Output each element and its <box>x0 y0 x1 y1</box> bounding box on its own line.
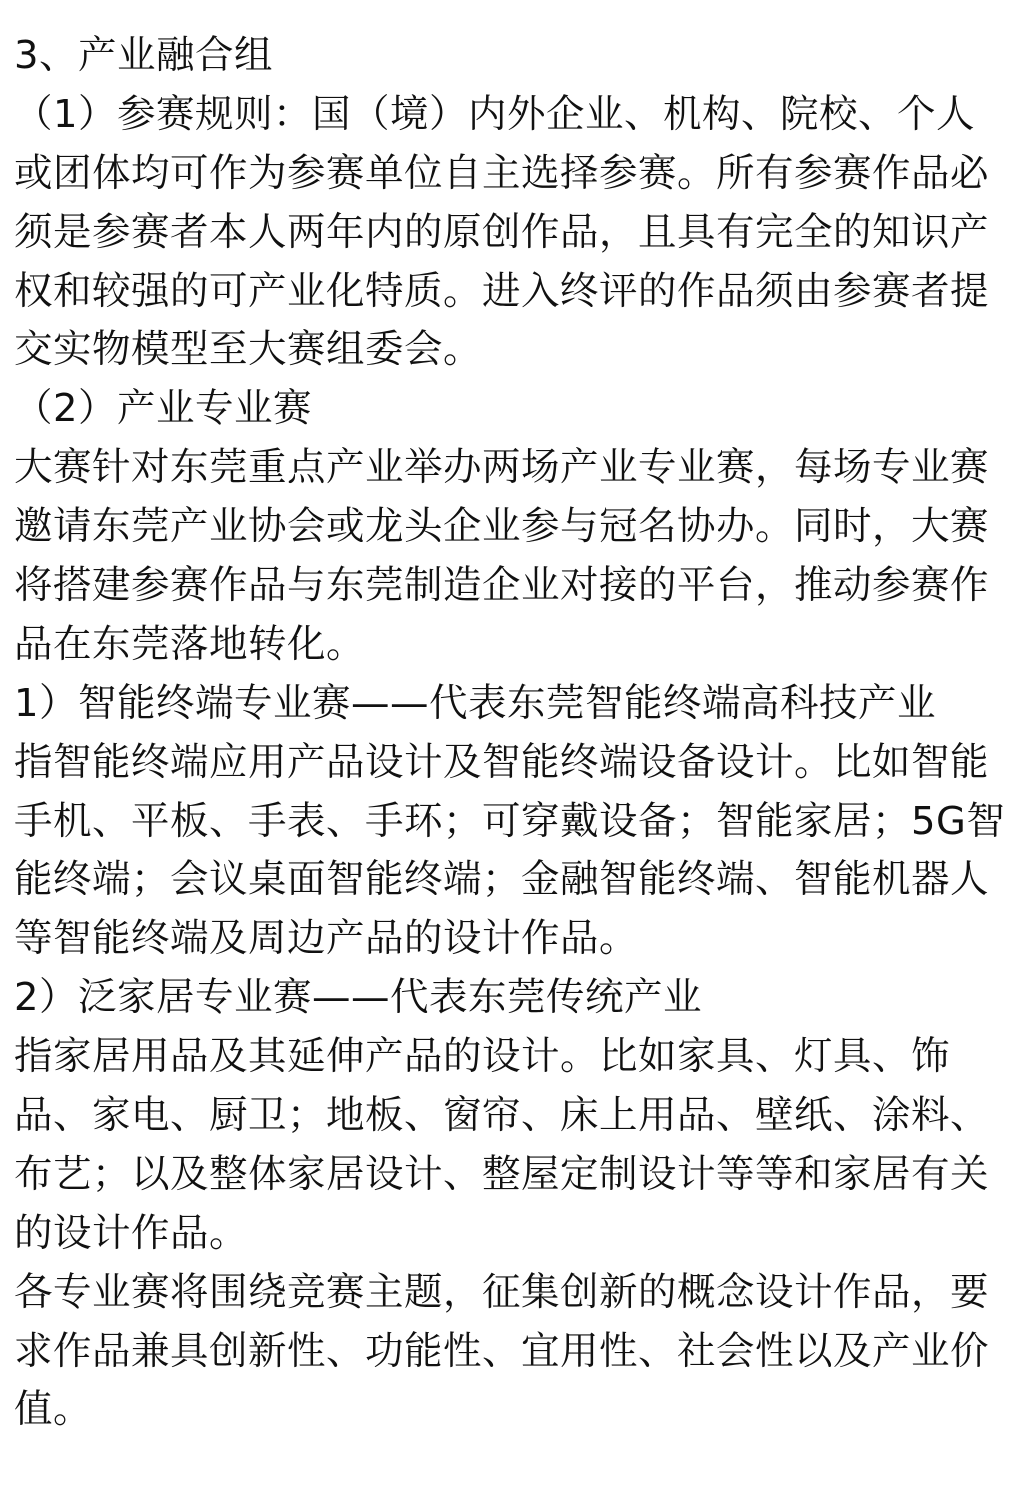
home-furnishing-paragraph-line: 布艺；以及整体家居设计、整屋定制设计等等和家居有关 <box>14 1151 990 1197</box>
industry-paragraph-line: 将搭建参赛作品与东莞制造企业对接的平台，推动参赛作 <box>14 563 990 609</box>
closing-paragraph-line: 求作品兼具创新性、功能性、宜用性、社会性以及产业价 <box>14 1328 990 1374</box>
industry-paragraph-line: 品在东莞落地转化。 <box>14 621 366 667</box>
home-furnishing-paragraph-line: 品、家电、厨卫；地板、窗帘、床上用品、壁纸、涂料、 <box>14 1093 990 1139</box>
rules-paragraph-line: 交实物模型至大赛组委会。 <box>14 327 483 373</box>
home-furnishing-paragraph-line: 的设计作品。 <box>14 1210 249 1256</box>
smart-terminal-paragraph-line: 能终端；会议桌面智能终端；金融智能终端、智能机器人 <box>14 857 990 903</box>
rules-paragraph-line: 须是参赛者本人两年内的原创作品，且具有完全的知识产 <box>14 209 990 255</box>
industry-paragraph-line: 大赛针对东莞重点产业举办两场产业专业赛，每场专业赛 <box>14 445 990 491</box>
home-furnishing-paragraph-line: 指家居用品及其延伸产品的设计。比如家具、灯具、饰 <box>14 1034 951 1080</box>
industry-paragraph-line: 邀请东莞产业协会或龙头企业参与冠名协办。同时，大赛 <box>14 504 990 550</box>
closing-paragraph-line: 值。 <box>14 1387 93 1433</box>
rules-paragraph-line: 或团体均可作为参赛单位自主选择参赛。所有参赛作品必 <box>14 150 990 196</box>
smart-terminal-paragraph-line: 指智能终端应用产品设计及智能终端设备设计。比如智能 <box>14 739 990 785</box>
rules-paragraph-line: 权和较强的可产业化特质。进入终评的作品须由参赛者提 <box>14 268 990 314</box>
section-heading: 3、产业融合组 <box>14 33 273 78</box>
document-body <box>14 0 1004 1440</box>
home-furnishing-heading: 2）泛家居专业赛——代表东莞传统产业 <box>14 975 702 1021</box>
rules-paragraph-line: （1）参赛规则：国（境）内外企业、机构、院校、个人 <box>14 91 975 137</box>
subsection-heading: （2）产业专业赛 <box>14 386 312 432</box>
smart-terminal-heading: 1）智能终端专业赛——代表东莞智能终端高科技产业 <box>14 680 936 726</box>
closing-paragraph-line: 各专业赛将围绕竞赛主题，征集创新的概念设计作品，要 <box>14 1269 990 1315</box>
smart-terminal-paragraph-line: 手机、平板、手表、手环；可穿戴设备；智能家居；5G智 <box>14 798 1006 844</box>
smart-terminal-paragraph-line: 等智能终端及周边产品的设计作品。 <box>14 916 639 962</box>
